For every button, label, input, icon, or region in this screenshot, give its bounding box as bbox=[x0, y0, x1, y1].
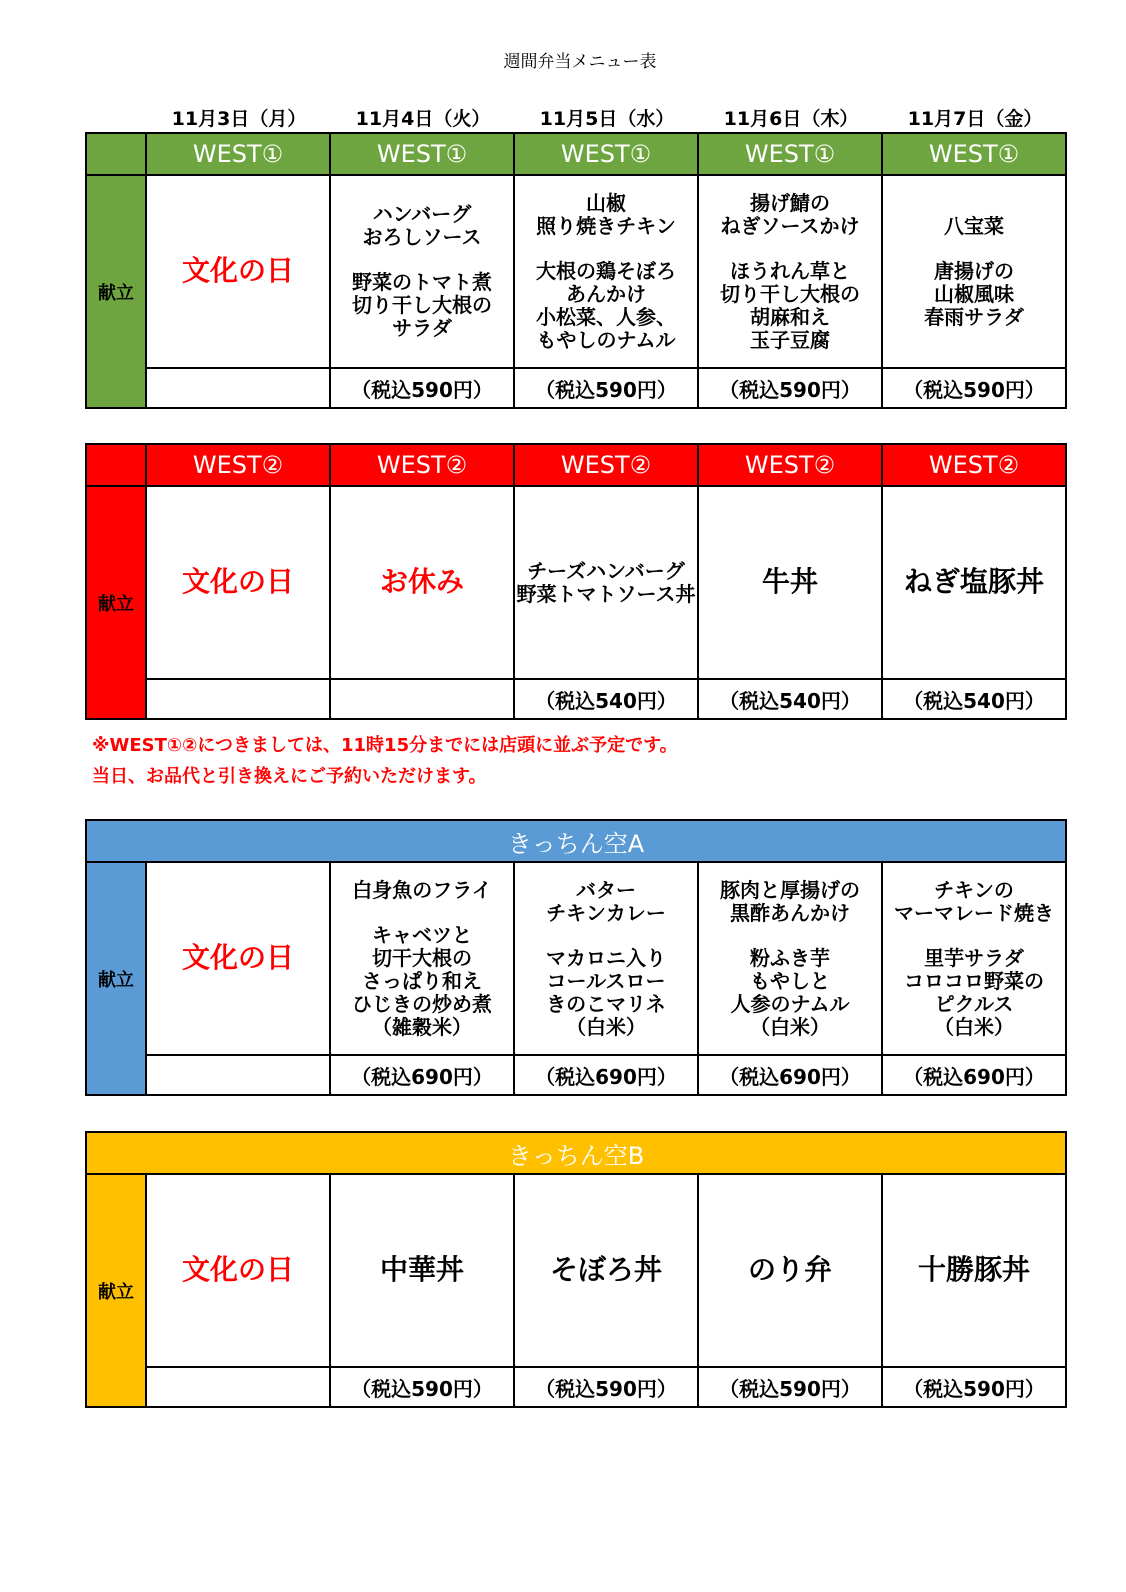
west2-header-thu: WEST② bbox=[698, 444, 882, 486]
menu-line: あんかけ bbox=[566, 281, 646, 306]
menu-line: もやしと bbox=[750, 968, 830, 993]
menu-line: 黒酢あんかけ bbox=[730, 900, 850, 925]
menu-line: （白米） bbox=[934, 1014, 1014, 1039]
kitchen-b-side-label: 献立 bbox=[86, 1174, 146, 1407]
date-header-row bbox=[147, 104, 1067, 130]
west1-price-fri: （税込590円） bbox=[882, 368, 1066, 408]
kitchen-b-table bbox=[85, 1131, 1067, 1408]
menu-line: ハンバーグ bbox=[372, 202, 472, 226]
menu-line: きのこマリネ bbox=[546, 991, 666, 1016]
menu-line: ほうれん草と bbox=[730, 258, 850, 283]
date-mon: 11月3日（月） bbox=[171, 108, 307, 130]
menu-line: 胡麻和え bbox=[750, 304, 830, 329]
west1-day-tue bbox=[330, 175, 514, 368]
west1-header-thu: WEST① bbox=[698, 133, 882, 175]
kitchen-a-day-tue bbox=[330, 862, 514, 1055]
west1-price-wed: （税込590円） bbox=[514, 368, 698, 408]
kitchen-a-price-wed: （税込690円） bbox=[514, 1055, 698, 1095]
kitchen-b-price-fri: （税込590円） bbox=[882, 1367, 1066, 1407]
line-gap bbox=[883, 238, 1065, 260]
line-gap bbox=[883, 925, 1065, 947]
menu-line: 照り焼きチキン bbox=[536, 213, 676, 238]
note-line-1: ※WEST①②につきましては、11時15分までには店頭に並ぶ予定です。 bbox=[92, 735, 678, 756]
kitchen-b-day-wed bbox=[514, 1174, 698, 1367]
kitchen-a-side-label: 献立 bbox=[86, 862, 146, 1095]
menu-line: 山椒 bbox=[586, 190, 626, 215]
west2-price-wed: （税込540円） bbox=[514, 679, 698, 719]
kitchen-b-price-wed: （税込590円） bbox=[514, 1367, 698, 1407]
dish-name: 十勝豚丼 bbox=[917, 1252, 1030, 1286]
west1-header-tue: WEST① bbox=[330, 133, 514, 175]
closed-label: お休み bbox=[379, 564, 464, 598]
menu-line: 野菜のトマト煮 bbox=[352, 270, 492, 294]
kitchen-a-day-mon bbox=[146, 862, 330, 1055]
holiday-label: 文化の日 bbox=[181, 253, 294, 287]
menu-line: ひじきの炒め煮 bbox=[352, 991, 492, 1016]
menu-line: 切り干し大根の bbox=[720, 281, 860, 306]
holiday-label: 文化の日 bbox=[181, 564, 294, 598]
west1-day-wed bbox=[514, 175, 698, 368]
menu-line: 山椒風味 bbox=[934, 281, 1014, 306]
west2-price-tue bbox=[330, 679, 514, 719]
kitchen-a-table bbox=[85, 819, 1067, 1096]
west1-day-fri bbox=[882, 175, 1066, 368]
note-line-2: 当日、お品代と引き換えにご予約いただけます。 bbox=[92, 766, 487, 787]
west2-day-tue bbox=[330, 486, 514, 679]
line-gap bbox=[515, 238, 697, 260]
west1-table bbox=[85, 132, 1067, 409]
kitchen-a-price-thu: （税込690円） bbox=[698, 1055, 882, 1095]
kitchen-a-price-tue: （税込690円） bbox=[330, 1055, 514, 1095]
west1-header-fri: WEST① bbox=[882, 133, 1066, 175]
date-thu: 11月6日（木） bbox=[723, 108, 859, 130]
holiday-label: 文化の日 bbox=[181, 1252, 294, 1286]
dish-name: そぼろ丼 bbox=[549, 1252, 662, 1286]
west2-price-mon bbox=[146, 679, 330, 719]
menu-line: 粉ふき芋 bbox=[750, 945, 830, 970]
kitchen-a-price-mon bbox=[146, 1055, 330, 1095]
west1-header-mon: WEST① bbox=[146, 133, 330, 175]
menu-line: 大根の鶏そぼろ bbox=[536, 258, 676, 283]
west2-side-label: 献立 bbox=[86, 486, 146, 719]
menu-line: 春雨サラダ bbox=[924, 304, 1024, 329]
west1-header-wed: WEST① bbox=[514, 133, 698, 175]
date-wed: 11月5日（水） bbox=[539, 108, 675, 130]
menu-line: （雑穀米） bbox=[372, 1014, 472, 1039]
menu-line: 野菜トマトソース丼 bbox=[516, 581, 696, 606]
line-gap bbox=[699, 238, 881, 260]
menu-line: コールスロー bbox=[546, 968, 666, 993]
west2-price-thu: （税込540円） bbox=[698, 679, 882, 719]
west2-day-wed bbox=[514, 486, 698, 679]
west2-header-wed: WEST② bbox=[514, 444, 698, 486]
line-gap bbox=[331, 249, 513, 271]
menu-line: バター bbox=[576, 877, 636, 902]
menu-line: もやしのナムル bbox=[536, 327, 676, 352]
west2-day-thu bbox=[698, 486, 882, 679]
menu-line: マーマレード焼き bbox=[894, 900, 1054, 925]
menu-line: 玉子豆腐 bbox=[750, 327, 830, 352]
menu-line: 八宝菜 bbox=[944, 213, 1004, 238]
dish-name: 中華丼 bbox=[379, 1252, 464, 1286]
menu-line: コロコロ野菜の bbox=[904, 968, 1044, 993]
line-gap bbox=[515, 925, 697, 947]
menu-line: （白米） bbox=[750, 1014, 830, 1039]
dish-name: のり弁 bbox=[747, 1252, 832, 1286]
west2-header-fri: WEST② bbox=[882, 444, 1066, 486]
menu-line: チキンカレー bbox=[546, 900, 666, 925]
menu-line: チーズハンバーグ bbox=[527, 558, 685, 583]
kitchen-a-day-fri bbox=[882, 862, 1066, 1055]
west1-side-label: 献立 bbox=[86, 175, 146, 408]
west2-header-mon: WEST② bbox=[146, 444, 330, 486]
menu-line: キャベツと bbox=[372, 922, 472, 947]
date-tue: 11月4日（火） bbox=[355, 108, 491, 130]
west1-day-mon bbox=[146, 175, 330, 368]
menu-line: ピクルス bbox=[934, 991, 1014, 1016]
kitchen-a-header: きっちん空A bbox=[86, 820, 1066, 862]
kitchen-b-price-mon bbox=[146, 1367, 330, 1407]
menu-line: 白身魚のフライ bbox=[352, 877, 492, 902]
dish-name: ねぎ塩豚丼 bbox=[903, 564, 1044, 598]
dish-name: 牛丼 bbox=[761, 564, 818, 598]
menu-line: おろしソース bbox=[362, 225, 482, 249]
menu-line: 切り干し大根の bbox=[352, 293, 492, 317]
west1-day-thu bbox=[698, 175, 882, 368]
line-gap bbox=[331, 902, 513, 924]
west2-day-fri bbox=[882, 486, 1066, 679]
kitchen-b-price-thu: （税込590円） bbox=[698, 1367, 882, 1407]
menu-line: 里芋サラダ bbox=[924, 945, 1024, 970]
menu-line: チキンの bbox=[934, 877, 1014, 902]
menu-line: 揚げ鯖の bbox=[750, 190, 830, 215]
west1-corner bbox=[86, 133, 146, 175]
menu-line: 切干大根の bbox=[372, 945, 472, 970]
west2-table bbox=[85, 443, 1067, 720]
west2-price-fri: （税込540円） bbox=[882, 679, 1066, 719]
menu-line: サラダ bbox=[392, 316, 452, 340]
menu-line: 小松菜、人参、 bbox=[536, 304, 676, 329]
kitchen-b-day-thu bbox=[698, 1174, 882, 1367]
menu-line: マカロニ入り bbox=[546, 945, 666, 970]
holiday-label: 文化の日 bbox=[181, 940, 294, 974]
kitchen-b-day-mon bbox=[146, 1174, 330, 1367]
kitchen-b-day-tue bbox=[330, 1174, 514, 1367]
menu-line: ねぎソースかけ bbox=[720, 213, 860, 238]
kitchen-b-header: きっちん空B bbox=[86, 1132, 1066, 1174]
west1-price-mon bbox=[146, 368, 330, 408]
kitchen-b-price-tue: （税込590円） bbox=[330, 1367, 514, 1407]
kitchen-a-price-fri: （税込690円） bbox=[882, 1055, 1066, 1095]
kitchen-a-day-thu bbox=[698, 862, 882, 1055]
menu-line: 豚肉と厚揚げの bbox=[720, 877, 860, 902]
date-fri: 11月7日（金） bbox=[907, 108, 1043, 130]
menu-line: （白米） bbox=[566, 1014, 646, 1039]
west2-header-tue: WEST② bbox=[330, 444, 514, 486]
menu-line: 唐揚げの bbox=[934, 258, 1014, 283]
west2-corner bbox=[86, 444, 146, 486]
west1-price-thu: （税込590円） bbox=[698, 368, 882, 408]
menu-line: 人参のナムル bbox=[730, 991, 850, 1016]
menu-line: さっぱり和え bbox=[362, 968, 482, 993]
line-gap bbox=[699, 925, 881, 947]
west1-price-tue: （税込590円） bbox=[330, 368, 514, 408]
kitchen-b-day-fri bbox=[882, 1174, 1066, 1367]
page-title: 週間弁当メニュー表 bbox=[503, 52, 657, 72]
west2-day-mon bbox=[146, 486, 330, 679]
kitchen-a-day-wed bbox=[514, 862, 698, 1055]
